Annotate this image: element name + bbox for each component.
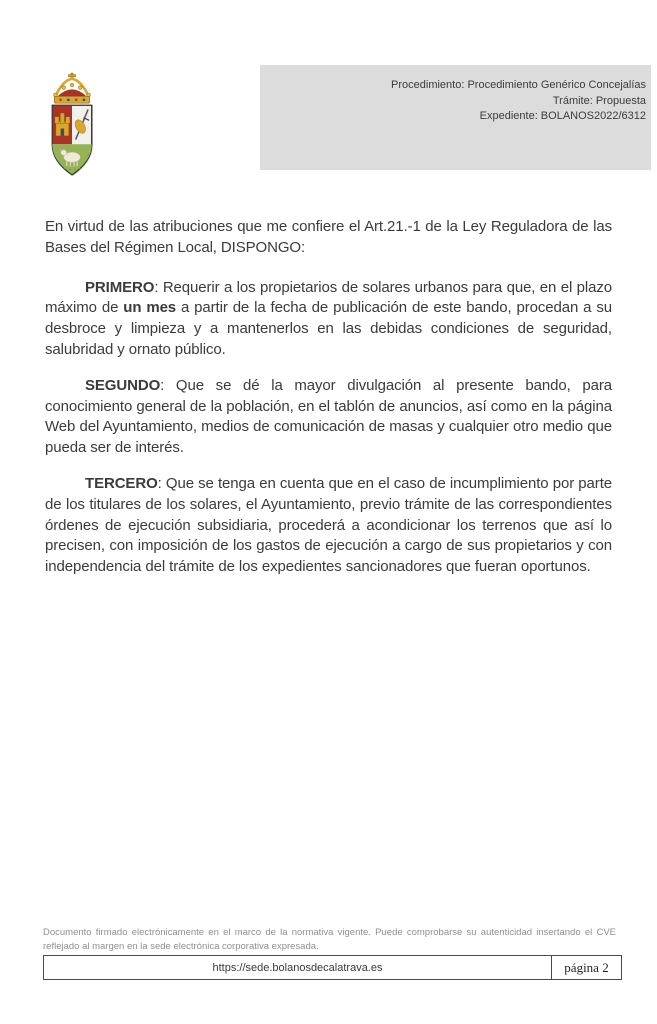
footer-legal-notice: Documento firmado electrónicamente en el marco de la normativa vigente. Puede comprobarse su autenticidad insertando el CVE reflejado al margen en la sede electrónica corporativa expresada. xyxy=(43,926,616,952)
document-body xyxy=(45,217,612,593)
crown-icon xyxy=(54,73,91,103)
primero-text-1: : Requerir a los propietarios de solares urbanos para que, en el plazo máximo de xyxy=(45,278,612,317)
segundo-heading: SEGUNDO xyxy=(85,376,161,394)
tercero-text: : Que se tenga en cuenta que en el caso de incumplimiento por parte de los titulares de los solares, el Ayuntamiento, previo trámite de las correspondientes órdenes de ejecución subsidiaria, procederá a acondicionar los terrenos que así lo precisen, con imposición de los gastos de ejecución a cargo de sus propietarios y con independencia del trámite de los expedientes sancionadores que fueran oportunos. xyxy=(45,474,612,576)
intro-paragraph: En virtud de las atribuciones que me confiere el Art.21.-1 de la Ley Reguladora de las Bases del Régimen Local, DISPONGO: xyxy=(45,218,612,256)
segundo-paragraph xyxy=(45,376,612,459)
tramite-line: Trámite: Propuesta xyxy=(552,94,646,107)
procedure-info-box xyxy=(260,65,651,170)
coat-of-arms xyxy=(47,72,97,178)
page-number-cell xyxy=(551,956,621,979)
footer-table xyxy=(43,955,622,980)
procedure-line: Procedimiento: Procedimiento Genérico Concejalías xyxy=(391,79,646,91)
page-number: página 2 xyxy=(564,959,609,975)
segundo-text: : Que se dé la mayor divulgación al presente bando, para conocimiento general de la población, en el tablón de anuncios, así como en la página Web del Ayuntamiento, medios de comunicación de masas y cualquier otro medio que pueda ser de interés. xyxy=(45,376,612,457)
tercero-heading: TERCERO xyxy=(85,474,158,492)
primero-text-2: a partir de la fecha de publicación de este bando, procedan a su desbroce y limpieza y a mantenerlos en las debidas condiciones de seguridad, salubridad y ornato público. xyxy=(45,299,612,358)
tercero-paragraph xyxy=(45,474,612,578)
primero-bold-phrase: un mes xyxy=(123,299,177,317)
shield xyxy=(52,105,91,175)
primero-paragraph xyxy=(45,278,612,361)
sede-url-cell xyxy=(44,956,551,979)
expediente-line: Expediente: BOLANOS2022/6312 xyxy=(479,110,646,122)
primero-heading: PRIMERO xyxy=(85,278,155,296)
sede-url: https://sede.bolanosdecalatrava.es xyxy=(212,961,383,974)
